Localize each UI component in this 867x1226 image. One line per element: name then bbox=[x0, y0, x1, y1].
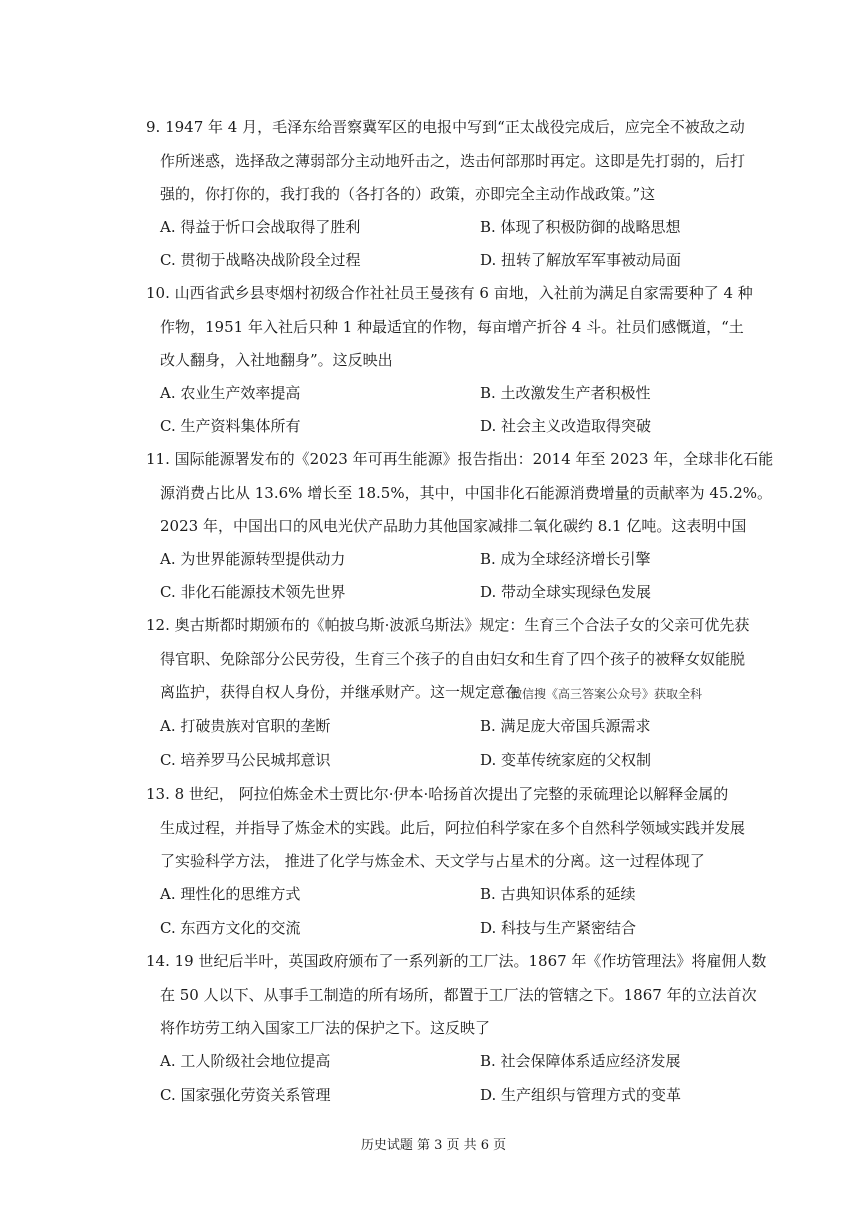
option-d: D. 变革传统家庭的父权制 bbox=[480, 751, 652, 769]
question-stem-line: 了实验科学方法， 推进了化学与炼金术、天文学与占星术的分离。这一过程体现了 bbox=[160, 852, 705, 870]
question-stem-line: 生成过程，并指导了炼金术的实践。此后，阿拉伯科学家在多个自然科学领域实践并发展 bbox=[160, 819, 746, 837]
watermark-text: 微信搜《高三答案公众号》获取全科 bbox=[510, 687, 703, 701]
option-a: A. 工人阶级社会地位提高 bbox=[160, 1052, 331, 1070]
question-stem-line: 得官职、免除部分公民劳役，生育三个孩子的自由妇女和生育了四个孩子的被释女奴能脱 bbox=[160, 650, 746, 668]
question-stem-line: 2023 年，中国出口的风电光伏产品助力其他国家减排二氧化碳约 8.1 亿吨。这表明中国 bbox=[160, 517, 747, 535]
option-d: D. 生产组织与管理方式的变革 bbox=[480, 1086, 682, 1104]
question-stem-line: 9. 1947 年 4 月，毛泽东给晋察冀军区的电报中写到“正太战役完成后，应完全不被敌之动 bbox=[146, 118, 745, 136]
option-b: B. 社会保障体系适应经济发展 bbox=[480, 1052, 681, 1070]
option-a: A. 理性化的思维方式 bbox=[160, 885, 301, 903]
option-c: C. 东西方文化的交流 bbox=[160, 919, 301, 937]
question-stem-line: 源消费占比从 13.6% 增长至 18.5%，其中，中国非化石能源消费增量的贡献率为 45.2%。 bbox=[160, 484, 773, 502]
question-stem-line: 13. 8 世纪， 阿拉伯炼金术士贾比尔·伊本·哈扬首次提出了完整的汞硫理论以解释金属的 bbox=[146, 785, 729, 803]
question-stem-line: 10. 山西省武乡县枣烟村初级合作社社员王曼孩有 6 亩地，入社前为满足自家需要种了 4 种 bbox=[146, 284, 753, 302]
option-d: D. 社会主义改造取得突破 bbox=[480, 417, 652, 435]
option-c: C. 生产资料集体所有 bbox=[160, 417, 301, 435]
question-stem-line: 作所迷惑，选择敌之薄弱部分主动地歼击之，迭击何部那时再定。这即是先打弱的，后打 bbox=[160, 152, 746, 170]
question-stem-line: 在 50 人以下、从事手工制造的所有场所，都置于工厂法的管辖之下。1867 年的立法首次 bbox=[160, 986, 757, 1004]
page-footer: 历史试题 第 3 页 共 6 页 bbox=[360, 1138, 507, 1153]
option-c: C. 非化石能源技术领先世界 bbox=[160, 583, 346, 601]
option-a: A. 农业生产效率提高 bbox=[160, 384, 301, 402]
option-b: B. 古典知识体系的延续 bbox=[480, 885, 636, 903]
option-c: C. 培养罗马公民城邦意识 bbox=[160, 751, 331, 769]
option-a: A. 打破贵族对官职的垄断 bbox=[160, 717, 331, 735]
option-c: C. 贯彻于战略决战阶段全过程 bbox=[160, 251, 361, 269]
question-stem-line: 12. 奥古斯都时期颁布的《帕披乌斯·波派乌斯法》规定：生育三个合法子女的父亲可优先获 bbox=[146, 616, 750, 634]
question-stem-line: 11. 国际能源署发布的《2023 年可再生能源》报告指出：2014 年至 2023 年，全球非化石能 bbox=[146, 450, 774, 468]
option-b: B. 土改激发生产者积极性 bbox=[480, 384, 651, 402]
option-b: B. 成为全球经济增长引擎 bbox=[480, 550, 651, 568]
option-a: A. 为世界能源转型提供动力 bbox=[160, 550, 346, 568]
option-a: A. 得益于忻口会战取得了胜利 bbox=[160, 218, 361, 236]
question-stem-line: 14. 19 世纪后半叶，英国政府颁布了一系列新的工厂法。1867 年《作坊管理法》将雇佣人数 bbox=[146, 952, 767, 970]
question-stem-line: 改人翻身，入社地翻身”。这反映出 bbox=[160, 351, 393, 369]
question-stem-line: 强的，你打你的，我打我的（各打各的）政策，亦即完全主动作战政策。”这 bbox=[160, 185, 656, 203]
option-b: B. 满足庞大帝国兵源需求 bbox=[480, 717, 651, 735]
question-stem-line: 将作坊劳工纳入国家工厂法的保护之下。这反映了 bbox=[160, 1019, 491, 1037]
option-d: D. 扭转了解放军军事被动局面 bbox=[480, 251, 682, 269]
question-stem-line: 作物，1951 年入社后只种 1 种最适宜的作物，每亩增产折谷 4 斗。社员们感慨道，“土 bbox=[160, 318, 744, 336]
option-c: C. 国家强化劳资关系管理 bbox=[160, 1086, 331, 1104]
option-d: D. 科技与生产紧密结合 bbox=[480, 919, 637, 937]
option-b: B. 体现了积极防御的战略思想 bbox=[480, 218, 681, 236]
question-stem-line: 离监护，获得自权人身份，并继承财产。这一规定意在 bbox=[160, 683, 521, 701]
option-d: D. 带动全球实现绿色发展 bbox=[480, 583, 652, 601]
